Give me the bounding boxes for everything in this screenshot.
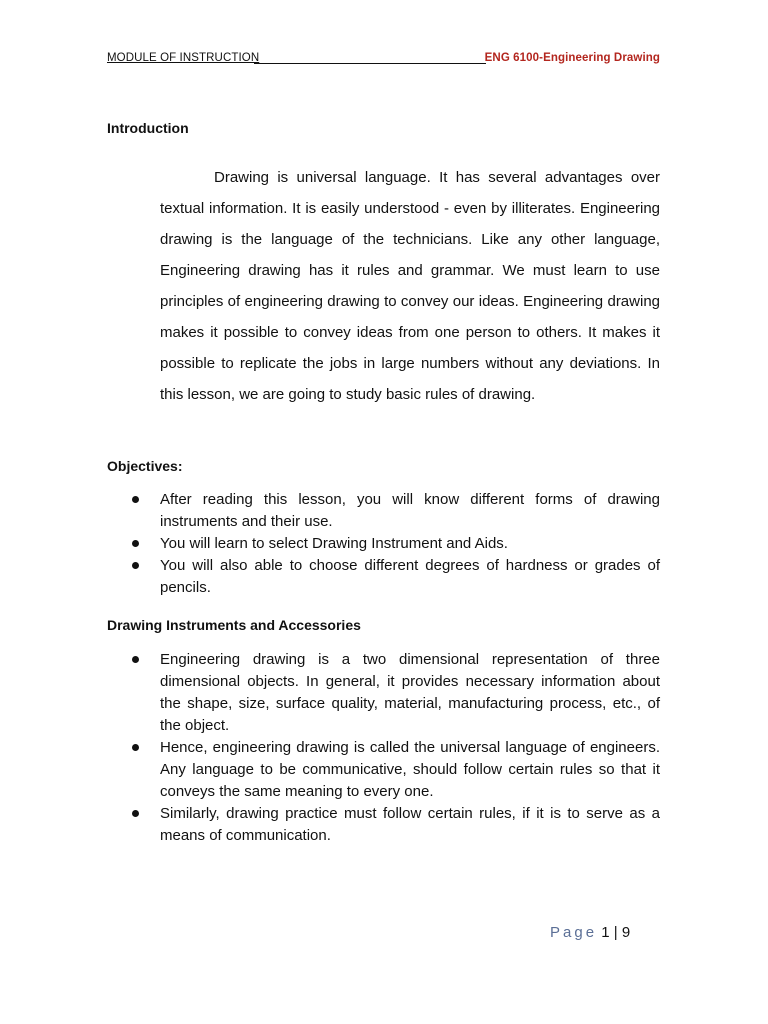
list-item-text: You will also able to choose different degrees of hardness or grades of pencils. (160, 557, 660, 596)
course-title: ENG 6100-Engineering Drawing (484, 52, 660, 64)
list-item (160, 803, 660, 847)
introduction-paragraph: Drawing is universal language. It has several advantages over textual information. It is easily understood - even by illiterates. Engineering drawing is the language of the technicians. Like any other language, Engineering drawing has it rules and grammar. We must learn to use principles of engineering drawing to convey our ideas. Engineering drawing makes it possible to convey ideas from one person to others. It makes it possible to replicate the jobs in large numbers without any deviations. In this lesson, we are going to study basic rules of drawing. (160, 169, 660, 403)
objectives-list (160, 489, 660, 599)
total-pages: 9 (621, 924, 631, 941)
bullet-icon (132, 656, 139, 663)
bullet-icon (132, 810, 139, 817)
introduction-heading: Introduction (107, 120, 189, 136)
list-item-text: Engineering drawing is a two dimensional representation of three dimensional objects. In general, it provides necessary information about the shape, size, surface quality, material, manufacturing process, etc., of the object. (160, 651, 660, 734)
list-item-text: You will learn to select Drawing Instrument and Aids. (160, 535, 508, 552)
bullet-icon (132, 540, 139, 547)
header-rule (254, 63, 486, 64)
bullet-icon (132, 562, 139, 569)
list-item (160, 489, 660, 533)
list-item (160, 737, 660, 803)
instruments-heading: Drawing Instruments and Accessories (107, 617, 361, 633)
bullet-icon (132, 744, 139, 751)
list-item (160, 533, 660, 555)
page-number: 1 (601, 924, 610, 941)
page-footer (550, 922, 630, 944)
list-item (160, 649, 660, 737)
list-item-text: Hence, engineering drawing is called the universal language of engineers. Any language to be communicative, should follow certain rules so that it conveys the same meaning to every one. (160, 739, 660, 800)
list-item-text: After reading this lesson, you will know different forms of drawing instruments and their use. (160, 491, 660, 530)
bullet-icon (132, 496, 139, 503)
page-header (107, 50, 660, 68)
instruments-list (160, 649, 660, 847)
page-separator: | (613, 924, 618, 941)
objectives-heading: Objectives: (107, 458, 183, 474)
list-item (160, 555, 660, 599)
module-label: MODULE OF INSTRUCTION (107, 52, 260, 64)
list-item-text: Similarly, drawing practice must follow certain rules, if it is to serve as a means of communication. (160, 805, 660, 844)
page-label: Page (550, 924, 598, 941)
